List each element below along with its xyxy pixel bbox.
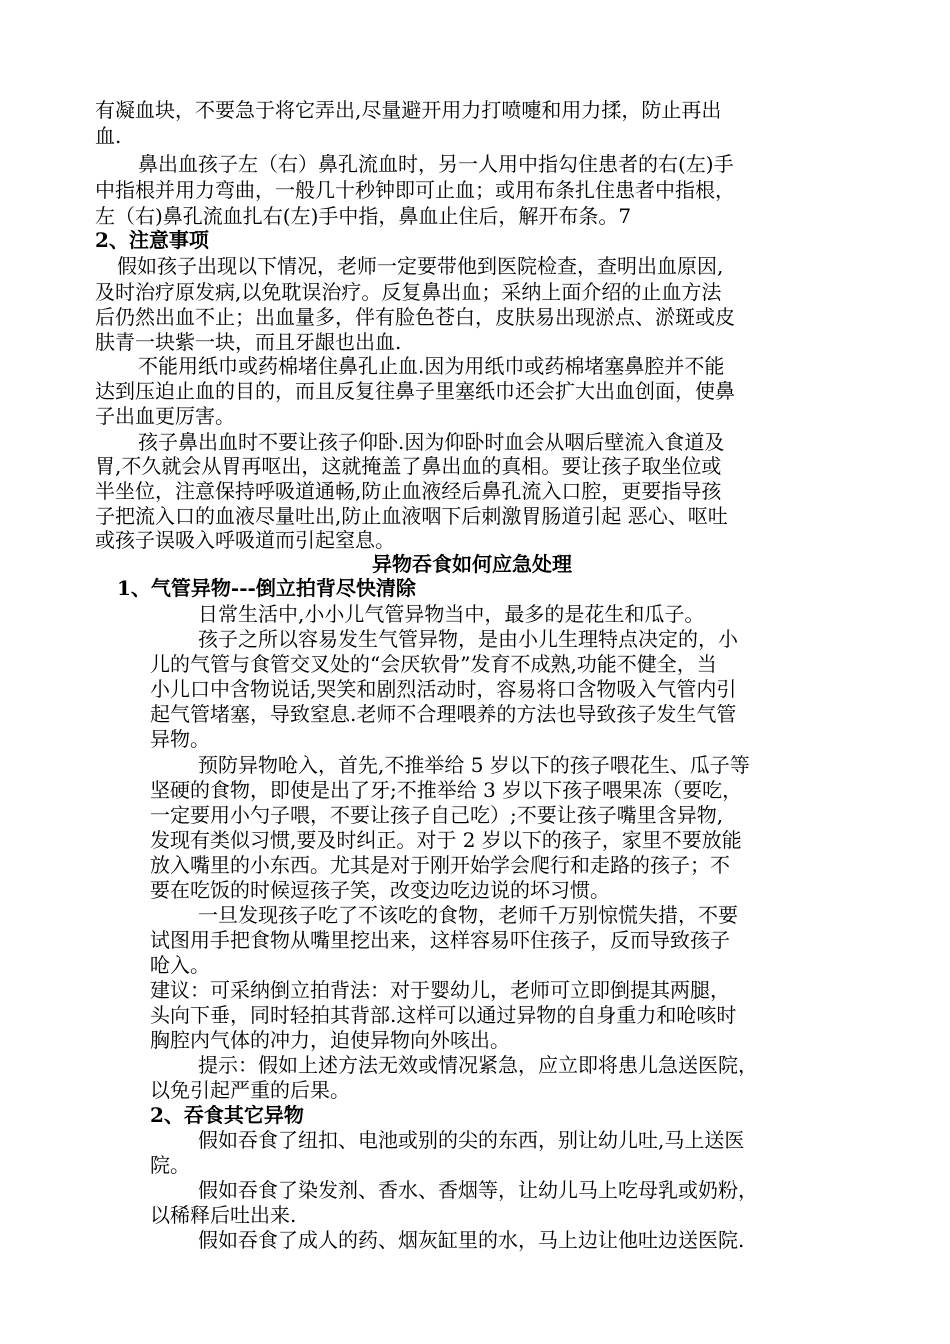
text-line: 肤青一块紫一块，而且牙龈也出血. bbox=[95, 330, 402, 354]
text-line: 起气管堵塞，导致窒息.老师不合理喂养的方法也导致孩子发生气管 bbox=[150, 702, 737, 726]
text-line: 假如吞食了染发剂、香水、香烟等，让幼儿马上吃母乳或奶粉， bbox=[198, 1178, 758, 1202]
text-line: 儿的气管与食管交叉处的“会厌软骨”发育不成熟,功能不健全，当 bbox=[150, 652, 717, 676]
text-line: 及时治疗原发病,以免耽误治疗。反复鼻出血；采纳上面介绍的止血方法 bbox=[95, 280, 722, 304]
section-heading: 1、气管异物---倒立拍背尽快清除 bbox=[117, 576, 416, 600]
text-line: 头向下垂，同时轻拍其背部.这样可以通过异物的自身重力和呛咳时 bbox=[150, 1003, 737, 1027]
text-line: 坚硬的食物，即使是出了牙;不推举给 3 岁以下孩子喂果冻（要吃， bbox=[150, 778, 743, 802]
text-line: 或孩子误吸入呼吸道而引起窒息。 bbox=[95, 528, 395, 552]
text-line: 日常生活中,小小儿气管异物当中，最多的是花生和瓜子。 bbox=[198, 602, 705, 626]
text-line: 后仍然出血不止；出血量多，伴有脸色苍白，皮肤易出现淤点、淤斑或皮 bbox=[95, 305, 735, 329]
text-line: 子把流入口的血液尽量吐出,防止血液咽下后刺激胃肠道引起 恶心、呕吐 bbox=[95, 504, 728, 528]
text-line: 中指根并用力弯曲，一般几十秒钟即可止血；或用布条扎住患者中指根， bbox=[95, 178, 735, 202]
text-line: 子出血更厉害。 bbox=[95, 404, 235, 428]
section-heading: 2、吞食其它异物 bbox=[150, 1103, 304, 1127]
text-line: 异物。 bbox=[150, 727, 210, 751]
text-line: 假如吞食了成人的药、烟灰缸里的水，马上边让他吐边送医院. bbox=[198, 1228, 745, 1252]
text-line: 达到压迫止血的目的，而且反复往鼻子里塞纸巾还会扩大出血创面，使鼻 bbox=[95, 379, 735, 403]
text-line: 假如吞食了纽扣、电池或别的尖的东西，别让幼儿吐,马上送医 bbox=[198, 1128, 745, 1152]
text-line: 建议：可采纳倒立拍背法：对于婴幼儿，老师可立即倒提其两腿， bbox=[150, 978, 730, 1002]
text-line: 小儿口中含物说话,哭笑和剧烈活动时，容易将口含物吸入气管内引 bbox=[150, 677, 737, 701]
text-line: 呛入。 bbox=[150, 953, 210, 977]
text-line: 院。 bbox=[150, 1153, 190, 1177]
text-line: 胃,不久就会从胃再呕出，这就掩盖了鼻出血的真相。要让孩子取坐位或 bbox=[95, 454, 722, 478]
text-line: 以稀释后吐出来. bbox=[150, 1203, 297, 1227]
text-line: 预防异物呛入，首先,不推举给 5 岁以下的孩子喂花生、瓜子等 bbox=[198, 753, 750, 777]
text-line: 试图用手把食物从嘴里挖出来，这样容易吓住孩子，反而导致孩子 bbox=[150, 928, 730, 952]
text-line: 胸腔内气体的冲力，迫使异物向外咳出。 bbox=[150, 1028, 510, 1052]
section-heading: 2、注意事项 bbox=[95, 228, 209, 252]
section-title: 异物吞食如何应急处理 bbox=[372, 552, 572, 576]
text-line: 血. bbox=[95, 124, 122, 148]
text-line: 鼻出血孩子左（右）鼻孔流血时，另一人用中指勾住患者的右(左)手 bbox=[138, 152, 734, 176]
text-line: 提示：假如上述方法无效或情况紧急，应立即将患儿急送医院， bbox=[198, 1053, 758, 1077]
text-line: 孩子之所以容易发生气管异物，是由小儿生理特点决定的，小 bbox=[198, 627, 738, 651]
text-line: 一旦发现孩子吃了不该吃的食物，老师千万别惊慌失措，不要 bbox=[198, 903, 738, 927]
text-line: 孩子鼻出血时不要让孩子仰卧.因为仰卧时血会从咽后壁流入食道及 bbox=[138, 430, 725, 454]
text-line: 有凝血块，不要急于将它弄出,尽量避开用力打喷嚏和用力揉，防止再出 bbox=[95, 98, 722, 122]
text-line: 左（右)鼻孔流血扎右(左)手中指，鼻血止住后，解开布条。7 bbox=[95, 204, 632, 228]
text-line: 假如孩子出现以下情况，老师一定要带他到医院检查，查明出血原因, bbox=[117, 254, 724, 278]
text-line: 要在吃饭的时候逗孩子笑，改变边吃边说的坏习惯。 bbox=[150, 878, 610, 902]
text-line: 半坐位，注意保持呼吸道通畅,防止血液经后鼻孔流入口腔，更要指导孩 bbox=[95, 479, 722, 503]
text-line: 以免引起严重的后果。 bbox=[150, 1078, 350, 1102]
text-line: 放入嘴里的小东西。尤其是对于刚开始学会爬行和走路的孩子；不 bbox=[150, 853, 730, 877]
text-line: 不能用纸巾或药棉堵住鼻孔止血.因为用纸巾或药棉堵塞鼻腔并不能 bbox=[138, 354, 725, 378]
text-line: 发现有类似习惯,要及时纠正。对于 2 岁以下的孩子，家里不要放能 bbox=[150, 828, 742, 852]
text-line: 一定要用小勺子喂，不要让孩子自己吃）;不要让孩子嘴里含异物, bbox=[150, 803, 724, 827]
